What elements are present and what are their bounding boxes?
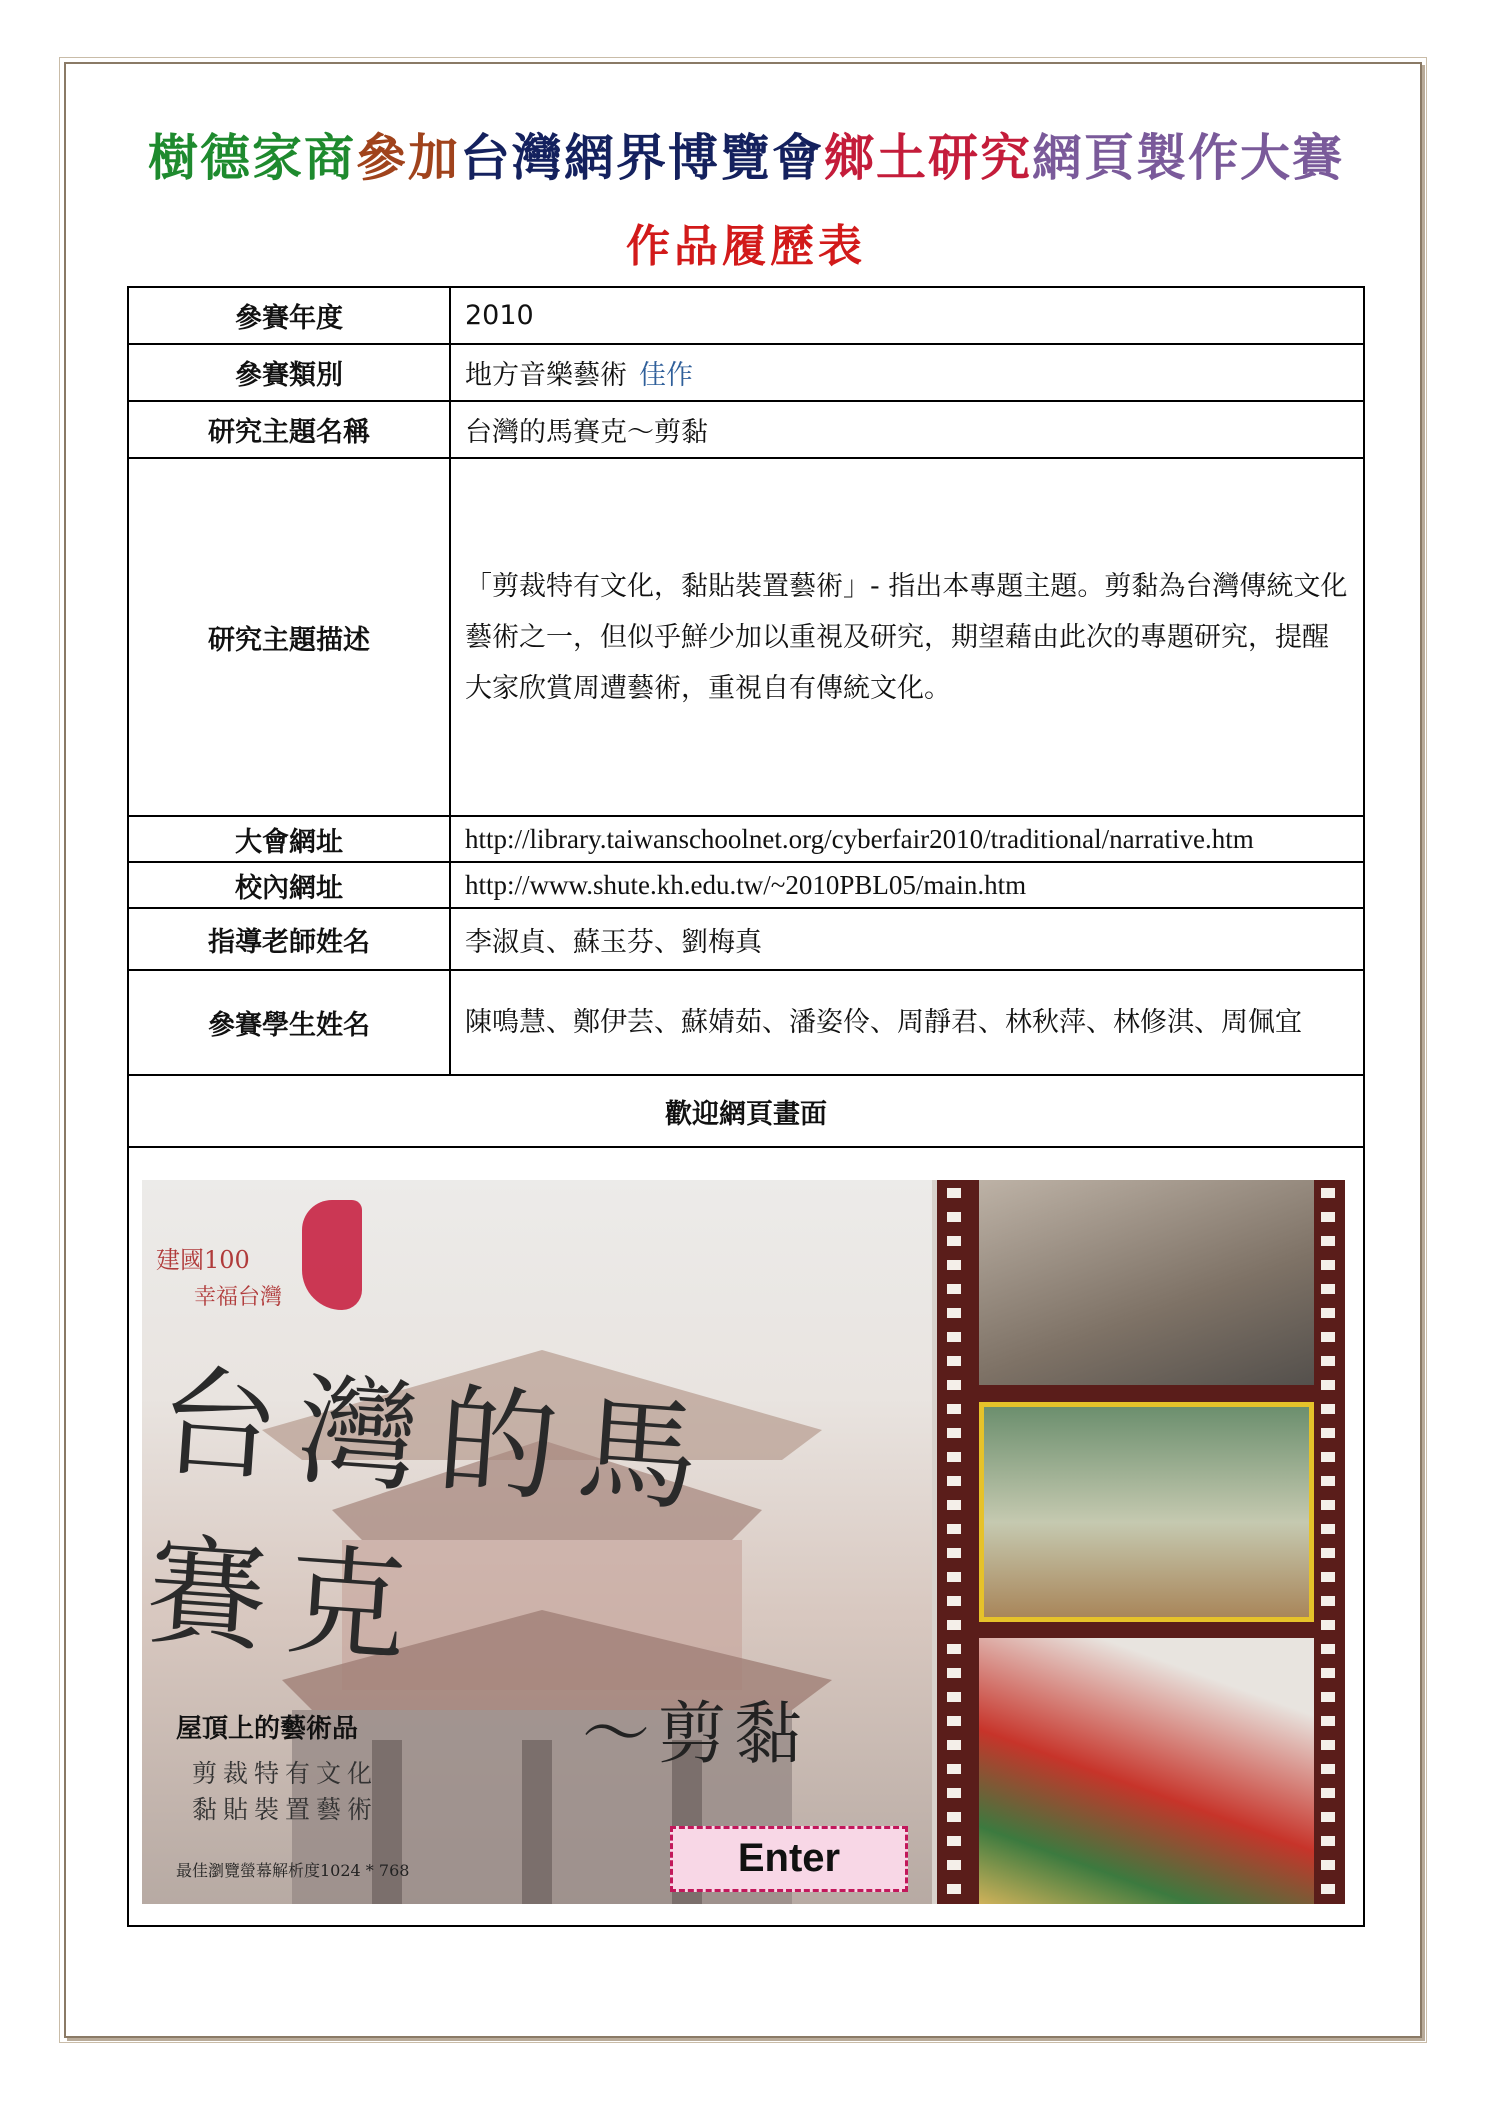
sprocket-hole bbox=[1321, 1716, 1335, 1726]
sprocket-hole bbox=[1321, 1812, 1335, 1822]
row-topic bbox=[128, 401, 1364, 458]
row-students bbox=[128, 970, 1364, 1075]
value-description: 「剪裁特有文化，黏貼裝置藝術」- 指出本專題主題。剪黏為台灣傳統文化藝術之一，但似乎鮮少加以重視及研究，期望藉由此次的專題研究，提醒大家欣賞周遭藝術，重視自有傳統文化。 bbox=[450, 458, 1364, 816]
sprocket-hole bbox=[1321, 1692, 1335, 1702]
value-year: 2010 bbox=[450, 287, 1364, 344]
row-description bbox=[128, 458, 1364, 816]
value-teachers: 李淑貞、蘇玉芬、劉梅真 bbox=[450, 908, 1364, 970]
document-title bbox=[66, 118, 1426, 190]
category-text: 地方音樂藝術 bbox=[465, 360, 627, 391]
sprocket-hole bbox=[947, 1260, 961, 1270]
tagline: 屋頂上的藝術品 bbox=[176, 1714, 359, 1744]
sprocket-hole bbox=[1321, 1644, 1335, 1654]
row-year bbox=[128, 287, 1364, 344]
sprocket-hole bbox=[947, 1692, 961, 1702]
sprocket-hole bbox=[1321, 1620, 1335, 1630]
sprocket-hole bbox=[1321, 1500, 1335, 1510]
title-part: 參加 bbox=[356, 128, 460, 187]
sprocket-hole bbox=[947, 1428, 961, 1438]
label-students: 參賽學生姓名 bbox=[128, 970, 450, 1075]
sprocket-hole bbox=[1321, 1476, 1335, 1486]
label-description: 研究主題描述 bbox=[128, 458, 450, 816]
sprocket-hole bbox=[1321, 1236, 1335, 1246]
sprocket-hole bbox=[1321, 1668, 1335, 1678]
sprocket-hole bbox=[1321, 1332, 1335, 1342]
sprocket-hole bbox=[947, 1476, 961, 1486]
sprocket-hole bbox=[1321, 1884, 1335, 1894]
sprocket-hole bbox=[1321, 1356, 1335, 1366]
school-url-link[interactable]: http://www.shute.kh.edu.tw/~2010PBL05/main.htm bbox=[450, 862, 1364, 908]
sprocket-hole bbox=[947, 1764, 961, 1774]
sprocket-hole bbox=[1321, 1260, 1335, 1270]
sprocket-hole bbox=[947, 1188, 961, 1198]
sprocket-hole bbox=[947, 1236, 961, 1246]
title-part: 台灣網界博覽會 bbox=[460, 128, 824, 187]
logo-top: 建國100 bbox=[156, 1246, 250, 1274]
sprocket-hole bbox=[1321, 1212, 1335, 1222]
sprocket-hole bbox=[1321, 1404, 1335, 1414]
sprocket-hole bbox=[1321, 1860, 1335, 1870]
label-topic: 研究主題名稱 bbox=[128, 401, 450, 458]
fair-url-link[interactable]: http://library.taiwanschoolnet.org/cyberfair2010/traditional/narrative.htm bbox=[450, 816, 1364, 862]
taiwan-map-icon bbox=[302, 1200, 362, 1310]
welcome-subheading: ～剪黏 bbox=[582, 1695, 811, 1774]
label-teachers: 指導老師姓名 bbox=[128, 908, 450, 970]
sprocket-hole bbox=[947, 1836, 961, 1846]
film-photo-students bbox=[979, 1402, 1314, 1622]
sprocket-hole bbox=[1321, 1788, 1335, 1798]
sprocket-hole bbox=[947, 1380, 961, 1390]
sprocket-hole bbox=[947, 1524, 961, 1534]
sprocket-hole bbox=[947, 1716, 961, 1726]
sprocket-hole bbox=[947, 1572, 961, 1582]
sprocket-hole bbox=[947, 1860, 961, 1870]
sprocket-hole bbox=[947, 1596, 961, 1606]
film-strip bbox=[937, 1180, 1345, 1904]
sprocket-hole bbox=[947, 1788, 961, 1798]
sprocket-hole bbox=[1321, 1188, 1335, 1198]
sprocket-hole bbox=[947, 1740, 961, 1750]
value-topic: 台灣的馬賽克～剪黏 bbox=[450, 401, 1364, 458]
sprocket-hole bbox=[1321, 1764, 1335, 1774]
sprocket-hole bbox=[947, 1548, 961, 1558]
sprocket-hole bbox=[1321, 1284, 1335, 1294]
label-school-url: 校內網址 bbox=[128, 862, 450, 908]
label-year: 參賽年度 bbox=[128, 287, 450, 344]
sprocket-hole bbox=[1321, 1428, 1335, 1438]
label-category: 參賽類別 bbox=[128, 344, 450, 401]
row-teachers bbox=[128, 908, 1364, 970]
phrase-1: 剪裁特有文化 bbox=[192, 1759, 379, 1788]
temple-photo bbox=[142, 1180, 932, 1904]
sprocket-hole bbox=[1321, 1572, 1335, 1582]
enter-button[interactable]: Enter bbox=[670, 1826, 908, 1892]
value-students: 陳鳴慧、鄭伊芸、蘇婧茹、潘姿伶、周靜君、林秋萍、林修淇、周佩宜 bbox=[450, 970, 1364, 1075]
sprocket-hole bbox=[1321, 1380, 1335, 1390]
phrase-2: 黏貼裝置藝術 bbox=[192, 1795, 379, 1824]
sprocket-hole bbox=[1321, 1548, 1335, 1558]
sprocket-hole bbox=[1321, 1836, 1335, 1846]
sprocket-hole bbox=[947, 1812, 961, 1822]
row-category bbox=[128, 344, 1364, 401]
sprocket-hole bbox=[947, 1284, 961, 1294]
row-fair-url bbox=[128, 816, 1364, 862]
row-school-url bbox=[128, 862, 1364, 908]
award-text: 佳作 bbox=[639, 360, 693, 391]
sprocket-hole bbox=[1321, 1452, 1335, 1462]
label-welcome: 歡迎網頁畫面 bbox=[128, 1075, 1364, 1147]
sprocket-hole bbox=[947, 1212, 961, 1222]
logo-bottom: 幸福台灣 bbox=[194, 1285, 283, 1310]
welcome-page-screenshot bbox=[142, 1180, 1345, 1904]
film-photo-roof bbox=[979, 1638, 1314, 1904]
film-photo-figurines bbox=[979, 1180, 1314, 1385]
sprocket-hole bbox=[1321, 1596, 1335, 1606]
sprocket-hole bbox=[947, 1668, 961, 1678]
sprocket-hole bbox=[947, 1500, 961, 1510]
sprocket-hole bbox=[1321, 1524, 1335, 1534]
row-welcome-header bbox=[128, 1075, 1364, 1147]
sprocket-hole bbox=[1321, 1740, 1335, 1750]
sprocket-hole bbox=[1321, 1308, 1335, 1318]
document-subtitle: 作品履歷表 bbox=[626, 221, 866, 272]
sprocket-hole bbox=[947, 1884, 961, 1894]
value-category bbox=[450, 344, 1364, 401]
sprocket-hole bbox=[947, 1308, 961, 1318]
resolution-note: 最佳瀏覽螢幕解析度1024 * 768 bbox=[176, 1861, 410, 1880]
sprocket-hole bbox=[947, 1404, 961, 1414]
sprocket-hole bbox=[947, 1620, 961, 1630]
sprocket-hole bbox=[947, 1332, 961, 1342]
title-part: 鄉土研究 bbox=[824, 128, 1032, 187]
title-part: 樹德家商 bbox=[148, 128, 356, 187]
sprocket-hole bbox=[947, 1356, 961, 1366]
sprocket-hole bbox=[947, 1644, 961, 1654]
sprocket-hole bbox=[947, 1452, 961, 1462]
label-fair-url: 大會網址 bbox=[128, 816, 450, 862]
title-part: 網頁製作大賽 bbox=[1032, 128, 1344, 187]
welcome-heading: 台灣的馬賽克 bbox=[142, 1352, 723, 1681]
